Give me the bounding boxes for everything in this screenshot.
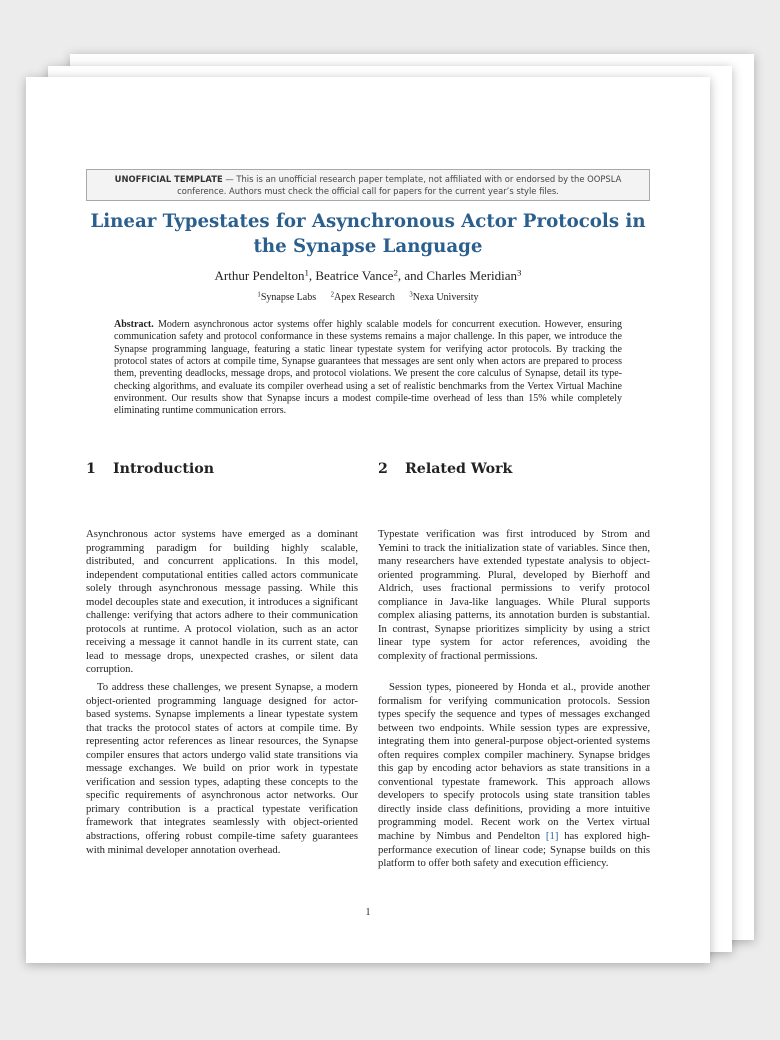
- notice-text: — This is an unofficial research paper template, not affiliated with or endorsed by the OOPSLA conference. Authors must check the official call for papers for the current year’s style files.: [177, 174, 622, 196]
- section-title: Related Work: [405, 461, 513, 477]
- paper-title: Linear Typestates for Asynchronous Actor Protocols in the Synapse Language: [90, 211, 646, 257]
- section-number: 1: [86, 461, 96, 477]
- abstract-text: Modern asynchronous actor systems offer highly scalable models for concurrent execution. However, ensuring communication safety and protocol conformance in these systems remains a major challenge. In this paper, we introduce the Synapse programming language, featuring a static linear typestate system for verifying actor protocols. By tracking the protocol states of actors at compile time, Synapse guarantees that messages are sent only when actors are prepared to process them, preventing deadlocks, message drops, and protocol violations. We present the core calculus of Synapse, detail its type-checking algorithms, and evaluate its compiler overhead using a set of realistic benchmarks from the Vertex Virtual Machine environment. Our results show that Synapse incurs a modest compile-time overhead of less than 15% while completely eliminating runtime communication errors.: [114, 319, 622, 417]
- page-number: 1: [365, 907, 371, 918]
- affiliation-list: [76, 292, 660, 303]
- section-heading-related-work: [378, 461, 650, 481]
- author-affil-mark: 1: [304, 267, 309, 278]
- affiliation: $^1$Synapse Labs: [257, 291, 317, 303]
- notice-label: UNOFFICIAL TEMPLATE: [114, 174, 223, 184]
- abstract-label: Abstract.: [114, 319, 154, 330]
- author-affil-mark: 3: [517, 267, 522, 278]
- affiliation: $^3$Nexa University: [409, 291, 479, 303]
- author-name: Charles Meridian: [426, 268, 518, 283]
- author-name: Arthur Pendelton: [214, 268, 305, 283]
- right-column: [378, 461, 650, 870]
- left-column: [86, 461, 358, 856]
- section-number: 2: [378, 461, 388, 477]
- affiliation: $^2$Apex Research: [330, 291, 395, 303]
- author-list: Arthur Pendelton$^1$, Beatrice Vance$^2$, and Charles Meridian$^3$: [214, 267, 522, 283]
- section-title: Introduction: [113, 461, 215, 477]
- section-heading-introduction: [86, 461, 358, 481]
- intro-paragraph-1: Asynchronous actor systems have emerged as a dominant programming paradigm for building highly scalable, distributed, and concurrent applications. In this model, independent computational entities called actors communicate solely through asynchronous message passing. While this model decouples state and execution, it introduces a significant challenge: verifying that actors adhere to their communication protocols at runtime. A protocol violation, such as an actor receiving a message it cannot handle in its current state, can lead to message drops, unexpected crashes, or silent data corruption.: [86, 528, 358, 676]
- author-affil-mark: 2: [393, 267, 398, 278]
- citation-link[interactable]: [1]: [545, 830, 559, 843]
- related-paragraph-2: Session types, pioneered by Honda et al., provide another formalism for verifying communication protocols. Session types specify the sequence and types of messages exchanged between two endpoints. While session types are expressive, integrating them into general-purpose object-oriented systems often requires complex compiler machinery. Synapse bridges this gap by encoding actor behaviors as state transitions in a conventional typestate framework. This approach allows developers to specify protocols using state transition tables directly inside class definitions, providing a more intuitive programming model. Recent work on the Vertex virtual machine by Nimbus and Pendelton [1] has explored high-performance execution of linear code; Synapse builds on this platform to offer both safety and execution efficiency.: [378, 681, 650, 870]
- intro-paragraph-2: To address these challenges, we present Synapse, a modern object-oriented programming language designed for actor-based systems. Synapse implements a linear typestate system that tracks the protocol states of actors at compile time. By representing actor references as linear resources, the Synapse compiler ensures that actors undergo valid state transitions via message exchanges. We build on prior work in typestate verification and session types, adapting these concepts to the specific requirements of asynchronous actor networks. Our primary contribution is a practical typestate verification framework that integrates seamlessly with object-oriented abstractions, offering robust compile-time safety guarantees with minimal developer annotation overhead.: [86, 681, 358, 856]
- paper-page: [26, 77, 710, 963]
- abstract: [114, 319, 622, 418]
- template-notice-banner: [86, 169, 650, 201]
- related-paragraph-1: Typestate verification was first introduced by Strom and Yemini to track the initialization state of variables. Since then, many researchers have extended typestate analysis to object-oriented programming. Plural, developed by Bierhoff and Aldrich, uses fractional permissions to verify protocol compliance in Java-like languages. While Plural supports complex aliasing patterns, its annotation burden is substantial. In contrast, Synapse prioritizes simplicity by using a strict linear type system for actor references, avoiding the complexity of fractional permissions.: [378, 528, 650, 662]
- author-name: Beatrice Vance: [315, 268, 394, 283]
